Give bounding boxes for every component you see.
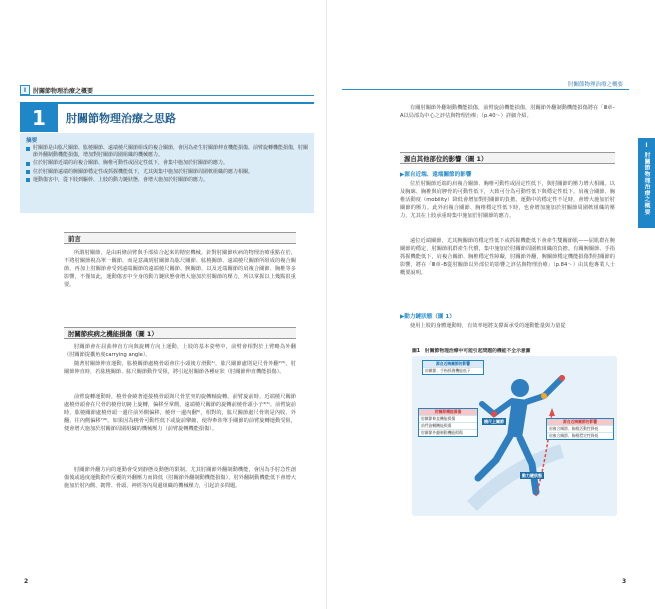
page-number: 3 [622,578,627,585]
bullet-square-icon [26,162,30,166]
figure-ref-link[interactable]: 圖 1 [467,154,481,163]
subheading-proximal-distal: ▶源自近端、遠端關節的影響 [400,172,472,178]
chapter-side-tab[interactable] [638,138,655,228]
subheading-kinetic-chain: ▶動力鏈狀態（圖 1） [400,314,455,320]
chapter-title: 肘關節物理治療之思路 [66,112,176,125]
figure-1-illustration [412,356,617,516]
chapter-title-box [20,102,314,132]
label-proximal-right: 源自近端關節的影響 肩複合關節、胸椎活動性降低 肩複合關節、胸椎穩定性降低 [546,418,614,440]
right-page [328,0,655,609]
left-page [0,0,327,609]
figure-caption: 圖1 肘關節物理治療中可能引起問題的機能不全示意圖 [412,349,531,354]
label-kinetic-chain: 動力鏈狀態 [522,473,542,478]
part-number-badge: I [20,85,30,95]
mechanism-paragraph-3: 前臂旋轉運動時，橈骨會繞著連接橈骨頭與尺骨莖突的旋轉軸旋轉。前臂旋前時，近端橈尺關節處橈骨頭會在尺骨的橈骨切跡上旋轉，偏移至掌側，遠端橈尺關節的旋轉前橈骨頭小子⁴⁾⁵⁾。前臂旋前時，肱橈關節處橈骨頭一邊往前外側偏移，橈骨一邊內翻⁶⁾，相對的，肱尺關節處尺骨則是內收、外翻，往內側偏移⁷⁾⁸⁾。如果因為橈骨可動性低下或旋前攣縮，使得牽涉單手關節的前臂旋轉運動受阻，便會增大施加於肘關節周圍組織的機械壓力（前臂旋轉機能損傷）。 [64,394,296,432]
continued-paragraph: 有關肘關節外翻制動機能損傷，前臂旋前機能損傷，肘關節外翻制動機能損傷將在「Ⅲ章–A以局部為中心之評估與物理治療」（p.40～）詳細介紹。 [400,105,615,119]
label-radioulnar: 橈尺上關節 [484,419,504,424]
kinetic-chain-paragraph: 使用上肢的身體運動時，有效率地將支撐面承受的運動能量與力量從 [410,323,566,329]
mechanism-paragraph-4: 肘關節外翻方向的運動會受到靜態及動態的限制。尤其肘關節外翻制動機能，會因為手肘急性創傷後或過度運動動作反覆的外翻壓力而降低（肘關節外翻制動機能損傷），肘外翻制動機能低下會增大施加於肘內側、韌帶、骨頭、神經等內周邊組織的機械壓力，引起許多問題。 [64,467,296,489]
summary-item: 運動傷害中，從下肢到驅幹、上肢的動力鏈狀態，會增大施加於肘關節的應力。 [26,177,308,184]
bullet-square-icon [26,178,30,182]
summary-item: 位於肘關節遠端的腕關節穩定性或抓握機能低下，尤其與集中施加於肘關節周圍軟組織的應力相關。 [26,169,308,176]
mechanism-section-heading: 肘關節疾病之機能損傷（圖 1） [64,327,296,339]
figure-ref-link[interactable]: 圖 1 [138,329,152,338]
running-header-title: 肘關節物理治療之概要 [33,87,94,95]
chapter-running-header [20,85,314,96]
distal-paragraph: 遠位近端關節，尤其腕關節的穩定性低下或抓握機能低下會產生雙關節肌——屈肌群在腕關節的穩定，肘關節肌群產生代償，集中施加於肘關節周圍軟組織的負擔。有關腕關節、手指抓握機能低下，肩複合關節、胸椎穩定性障礙，肘關節外翻，腕關節穩定機能損傷對肘關節的影響，將在「Ⅲ章–B從肘關節以外部位的影響之評估與物理治療」（p.84～）由其他專業人士概要說明。 [400,238,615,276]
mechanism-paragraph-2: 隨著肘關節伸直運動，肱橈關節處橈骨頭會往小頭後方滑動¹⁾，肱尺關節處則是尺骨外翻²⁾³⁾。肘關節伸直時，若肱橈關節、肱尺關節動作受阻，將引起肘關節各種症狀（肘關節伸直機能損傷）。 [64,361,296,375]
other-sites-section-heading: 源自其他部位的影響（圖 1） [400,152,615,164]
label-elbow-dysfunction: 肘關節機能損傷 肘關節伸直機能損傷 前臂旋轉機能損傷 肘關節外翻制動機能損傷 [418,408,478,437]
chapter-number: 1 [20,104,58,132]
bullet-square-icon [26,170,30,174]
summary-box [20,133,314,213]
tab-label: 肘關節物理治療之概要 [643,152,649,215]
summary-heading: 摘要 [26,138,38,144]
intro-section-heading: 前言 [64,232,296,244]
summary-item: 肘關節是由肱尺關節、肱橈關節、遠端橈尺關節組成的複合關節，會因為產生肘關節伸直機能損傷、前臂旋轉機能損傷，肘關節外翻制動機能損傷，增加對肘關節周圍組織的機械應力。 [26,145,308,159]
proximal-paragraph: 位於肘關節近端的肩複合關節、胸椎可動性或固定性低下，與肘關節的壓力增大相關。以及胸廓、胸椎與肩胛骨的可動性低下，大致可分為可動性低下與穩定性低下。肩複合關節、胸椎活動度（mobility）降低會增加對肘關節的負擔。運動中的穩定性不足時，會增大施加於肘關節的壓力。此外肩複合關節、胸椎穩定性低下時，也會增加施加於肘關節周圍軟組織的壓力，尤其在上肢承重時集中施加於肘關節的應力。 [400,181,615,219]
tab-roman-numeral: I [645,142,648,149]
intro-paragraph: 所謂肘關節，是由兩條前臂與手部結合起來的精密機械。針對肘關節疾病的物理治療重點在於，不將肘關節視為單一關節，而是意識到肘關節為肱尺關節、肱橈關節、遠端橈尺關節所組成的複合關節，再加上肘關節會受到遠端關節的遠端橈尺關節、腕關節，以及近端關節的肩複合關節、胸椎等多影響，不僅如此，運動傷害中全身的動力鏈狀態會增大施加於肘關節的壓力，所以掌握以上幾點很重要。 [64,250,296,288]
figure-ref-link[interactable]: 圖 1 [437,314,450,320]
running-header: 肘關節物理治療之概要 [568,82,624,88]
bullet-square-icon [26,147,30,151]
summary-item: 位於肘關節近端的肩複合關節、胸椎可動性或固定性低下，會集中施加於肘關節的應力。 [26,160,308,167]
page-number: 2 [24,578,29,585]
mechanism-paragraph-1: 肘關節會在屈曲伸直方向與旋轉方向上運動，上肢的基本姿勢中，前臂會相對於上臂略為外翻（肘關節提攜角度carrying angle）。 [64,344,296,358]
header-rule [342,89,629,90]
label-proximal-top: 源自近端關節的影響 肩關節、手指抓握機能低下 [422,360,484,375]
